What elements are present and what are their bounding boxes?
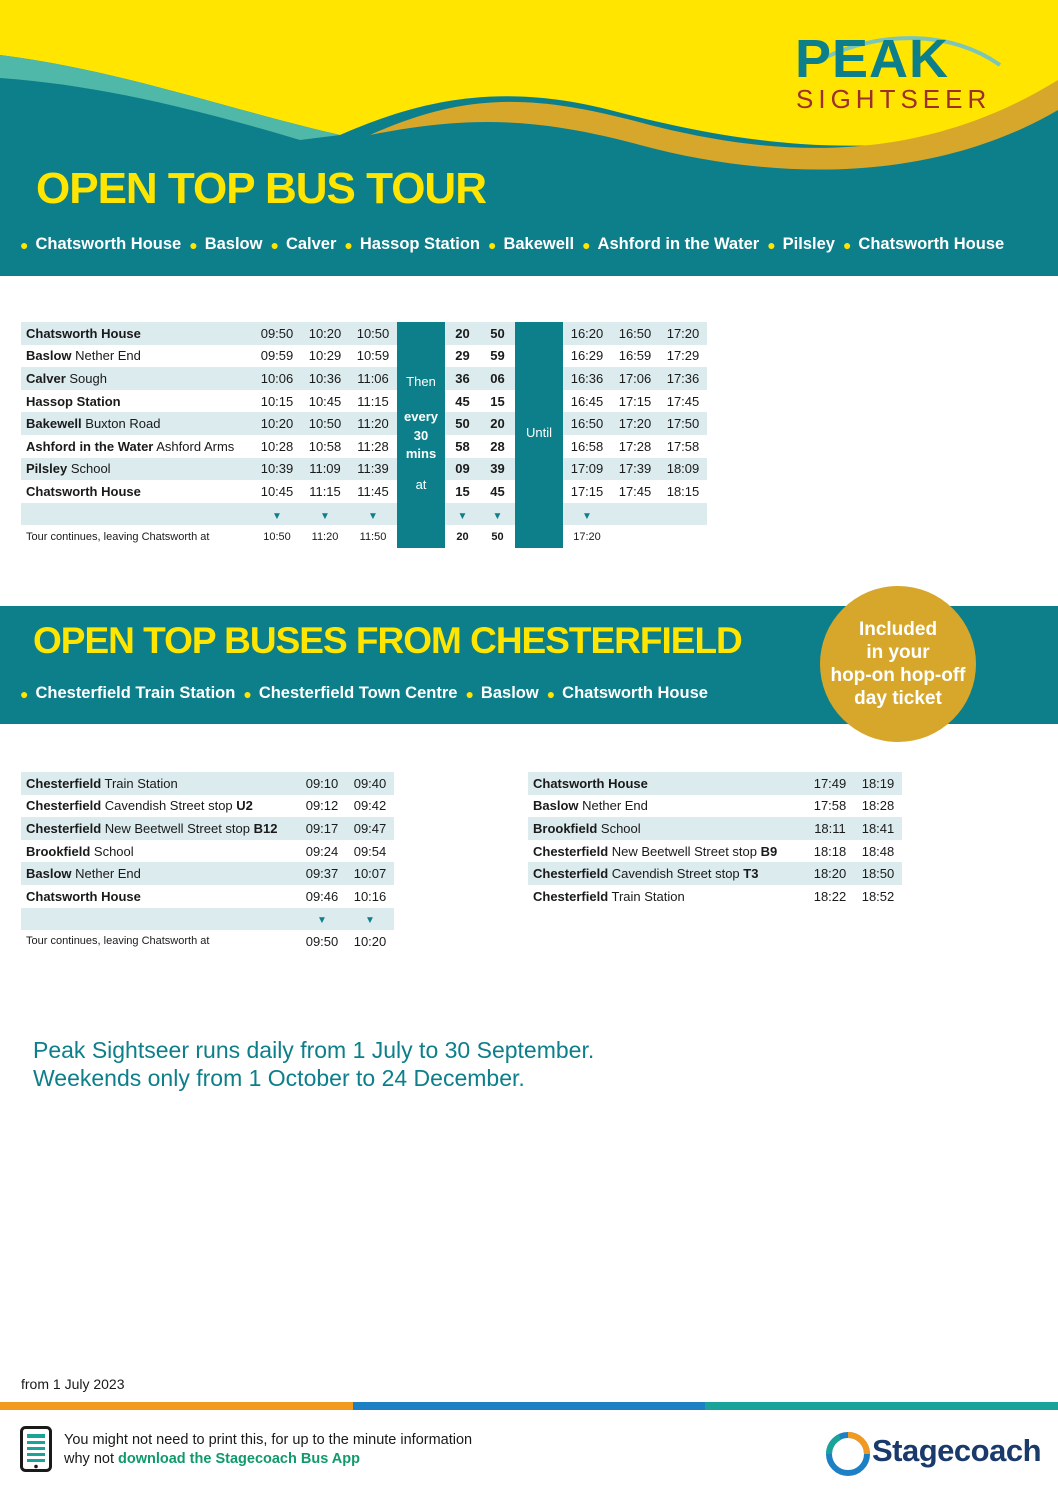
time-cell: 10:16 [353,888,387,904]
chesterfield-stop: Chesterfield Train Station [35,684,236,702]
time-cell: 18:19 [854,772,902,795]
arrow-cell [346,908,394,931]
stop-name-cell [21,480,253,503]
empty-cell [659,503,707,526]
empty-cell [611,525,659,548]
bullet-icon: ● [20,685,29,702]
chesterfield-stop: Chesterfield Town Centre [258,684,458,702]
frequency-bar [397,345,445,368]
bullet-icon: ● [189,236,198,253]
time-cell: 58 [455,438,470,454]
time-cell: 11:45 [357,483,389,499]
time-cell: 10:29 [308,348,342,364]
time-cell: 18:20 [806,862,854,885]
tour-stop: Hassop Station [359,235,480,253]
time-cell: 16:50 [563,412,611,435]
stop-detail: School [90,843,134,859]
chesterfield-stop: Baslow [480,684,539,702]
time-cell: 45 [490,483,505,499]
time-cell: 20 [445,322,480,345]
time-cell: 11:06 [349,367,397,390]
chesterfield-title: OPEN TOP BUSES FROM CHESTERFIELD [33,620,742,661]
stop-town: Chatsworth House [26,325,141,341]
time-cell: 17:39 [611,458,659,481]
stop-town: Chesterfield [533,888,609,904]
time-cell: 18:52 [861,888,895,904]
down-arrow-icon: ▼ [320,510,330,522]
stop-town: Baslow [26,866,72,882]
arrow-cell [301,503,349,526]
chesterfield-stops-list [20,684,716,703]
time-cell: 50 [445,412,480,435]
time-cell: 09:12 [305,798,339,814]
stop-name-cell [21,817,298,840]
stop-name-cell [21,412,253,435]
stop-name-cell [21,367,253,390]
stop-town: Chesterfield [26,820,102,836]
down-arrow-icon: ▼ [582,510,592,522]
tour-stops-list [20,235,1012,254]
outbound-timetable [21,772,394,953]
time-cell: 17:20 [573,530,601,543]
tour-stop: Ashford in the Water [597,235,760,253]
time-cell: 45 [455,393,470,409]
stop-detail: School [597,820,641,836]
time-cell: 50 [480,322,515,345]
time-cell: 17:15 [570,483,604,499]
stop-detail: School [67,461,111,477]
table-row [528,795,902,818]
stagecoach-logo-icon [826,1432,870,1476]
time-cell: 11:15 [357,393,389,409]
app-promo-line [64,1450,472,1469]
bullet-icon: ● [465,685,474,702]
time-cell: 17:45 [618,483,652,499]
time-cell: 29 [455,348,470,364]
stop-code: U2 [236,798,253,814]
stop-name-cell [21,862,298,885]
frequency-bar [515,345,563,368]
stop-detail: Nether End [578,798,648,814]
time-cell: 18:48 [861,843,895,859]
footer-stripe [705,1402,1058,1410]
time-cell: 06 [480,367,515,390]
time-cell: 09:10 [298,772,346,795]
stop-detail: Nether End [71,348,141,364]
time-cell: 18:50 [854,862,902,885]
time-cell: 59 [490,348,505,364]
app-promo [64,1431,472,1469]
stop-town: Brookfield [26,843,91,859]
time-cell: 18:18 [813,843,847,859]
time-cell: 09:50 [305,933,339,949]
mins-text: mins [405,446,437,461]
table-row [21,435,707,458]
table-row [21,862,394,885]
time-cell: 17:20 [611,412,659,435]
time-cell: 09:47 [346,817,394,840]
app-promo-plain: why not [64,1451,118,1467]
time-cell: 09:46 [305,888,339,904]
arrow-row [21,908,394,931]
time-cell: 09:37 [298,862,346,885]
table-row [21,390,707,413]
until-text: Until [525,425,552,440]
season-note-line: Weekends only from 1 October to 24 December. [33,1065,525,1091]
time-cell: 10:39 [253,458,301,481]
stop-town: Hassop Station [26,393,121,409]
time-cell: 11:15 [309,483,341,499]
stop-detail: New Beetwell Street stop [608,843,761,859]
time-cell: 10:45 [260,483,294,499]
stop-town: Baslow [26,348,72,364]
table-row [21,322,707,345]
bullet-icon: ● [270,236,279,253]
stop-detail: New Beetwell Street stop [101,820,254,836]
time-cell: 18:28 [861,798,895,814]
frequency-bar [515,390,563,413]
time-cell: 11:20 [349,412,397,435]
bullet-icon: ● [842,236,852,253]
stop-detail: Sough [65,370,107,386]
bullet-icon: ● [767,236,776,253]
stop-name-cell [528,795,806,818]
time-cell: 15 [490,393,505,409]
stop-name-cell [528,772,806,795]
tour-title: OPEN TOP BUS TOUR [36,164,486,213]
time-cell: 16:58 [570,438,604,454]
arrow-cell [563,503,611,526]
stop-code: B9 [760,843,778,859]
time-cell: 11:39 [349,458,397,481]
bullet-icon: ● [20,236,29,253]
table-row [528,772,902,795]
table-row [528,862,902,885]
time-cell: 17:45 [666,393,700,409]
badge-line: hop-on hop-off [830,665,966,686]
stop-code: B12 [253,820,278,836]
download-app-link[interactable]: download the Stagecoach Bus App [118,1451,360,1467]
season-note [33,1036,594,1092]
time-cell: 16:20 [563,322,611,345]
table-row [528,840,902,863]
tour-stop: Pilsley [782,235,835,253]
time-cell: 10:06 [253,367,301,390]
tour-stop: Calver [285,235,337,253]
time-cell: 09:59 [260,348,294,364]
down-arrow-icon: ▼ [272,510,282,522]
down-arrow-icon: ▼ [457,510,468,522]
time-cell: 20 [456,530,469,543]
time-cell: 18:11 [806,817,854,840]
down-arrow-icon: ▼ [317,915,327,927]
time-cell: 17:36 [659,367,707,390]
arrow-cell [298,908,346,931]
time-cell: 17:28 [618,438,652,454]
stop-name-cell [528,817,806,840]
empty-cell [659,525,707,548]
stop-name-cell [21,795,298,818]
then-text: Then [406,374,436,389]
time-cell: 18:09 [659,458,707,481]
table-row [21,772,394,795]
time-cell: 39 [480,458,515,481]
stop-name-cell [21,840,298,863]
down-arrow-icon: ▼ [368,510,378,522]
stop-town: Chesterfield [533,843,609,859]
continue-label: Tour continues, leaving Chatsworth at [26,935,210,948]
time-cell: 20 [480,412,515,435]
table-row [21,412,707,435]
table-row [21,885,394,908]
stop-town: Chatsworth House [533,775,648,791]
table-row [21,345,707,368]
frequency-bar [515,503,563,526]
stop-town: Brookfield [533,820,598,836]
time-cell: 17:50 [659,412,707,435]
stop-detail: Ashford Arms [153,438,235,454]
stop-town: Chesterfield [533,866,609,882]
time-cell: 17:09 [563,458,611,481]
arrow-cell [480,503,515,526]
time-cell: 11:20 [311,530,339,543]
peak-logo-text: PEAK [795,29,950,89]
time-cell: 09:40 [346,772,394,795]
phone-icon [20,1426,52,1472]
time-cell: 10:07 [346,862,394,885]
time-cell: 10:59 [356,348,390,364]
time-cell: 09:54 [353,843,387,859]
day-ticket-badge [820,586,976,742]
time-cell: 18:41 [854,817,902,840]
time-cell: 10:20 [353,933,387,949]
time-cell: 09:50 [253,322,301,345]
badge-line: day ticket [854,688,942,709]
stop-town: Ashford in the Water [26,438,154,454]
chesterfield-stop: Chatsworth House [562,684,708,702]
time-cell: 16:36 [563,367,611,390]
stop-name-cell [528,862,806,885]
table-row [528,817,902,840]
table-row [21,840,394,863]
stop-town: Chesterfield [26,798,102,814]
stop-name-cell [21,345,253,368]
stop-name-cell [21,390,253,413]
frequency-bar [515,480,563,503]
stagecoach-wordmark: Stagecoach [872,1433,1042,1468]
stop-detail: Nether End [71,866,141,882]
time-cell: 16:50 [611,322,659,345]
footer-stripe [0,1402,353,1410]
bullet-icon: ● [487,236,497,253]
tour-stop: Baslow [204,235,263,253]
stop-name-cell [528,885,806,908]
table-row [528,885,902,908]
bullet-icon: ● [546,685,556,702]
every-text: every [404,409,438,424]
stop-code: T3 [743,866,759,882]
frequency-bar [515,458,563,481]
season-note-line: Peak Sightseer runs daily from 1 July to 30 September. [33,1037,595,1063]
footer-stripe [353,1402,705,1410]
time-cell: 10:15 [260,393,294,409]
time-cell: 17:06 [611,367,659,390]
table-row [21,480,707,503]
continue-label: Tour continues, leaving Chatsworth at [26,530,210,543]
empty-cell [21,908,298,931]
time-cell: 10:28 [260,438,294,454]
time-cell: 28 [490,438,505,454]
at-text: at [415,477,427,492]
tour-stop: Chatsworth House [35,235,182,253]
thirty-text: 30 [413,428,429,443]
down-arrow-icon: ▼ [365,915,375,927]
frequency-bar [515,367,563,390]
time-cell: 10:36 [301,367,349,390]
time-cell: 36 [445,367,480,390]
frequency-bar [397,503,445,526]
frequency-bar [397,322,445,345]
time-cell: 10:20 [301,322,349,345]
down-arrow-icon: ▼ [492,510,503,522]
time-cell: 16:45 [570,393,604,409]
table-row [21,795,394,818]
stop-detail: Cavendish Street stop [101,798,237,814]
time-cell: 10:50 [349,322,397,345]
tour-stop: Chatsworth House [858,235,1005,253]
time-cell: 11:50 [359,530,387,543]
time-cell: 09 [445,458,480,481]
time-cell: 11:28 [357,438,389,454]
stop-name-cell [21,322,253,345]
time-cell: 09:17 [298,817,346,840]
arrow-cell [349,503,397,526]
time-cell: 17:20 [659,322,707,345]
stop-town: Chatsworth House [26,483,141,499]
bullet-icon: ● [344,236,353,253]
time-cell: 17:58 [813,798,847,814]
time-cell: 17:29 [666,348,700,364]
stop-name-cell [21,772,298,795]
table-row [21,817,394,840]
tour-timetable [21,322,707,548]
empty-cell [21,503,253,526]
time-cell: 10:50 [301,412,349,435]
badge-line: Included [858,619,938,640]
time-cell: 17:58 [666,438,700,454]
continue-row [21,525,707,548]
stop-town: Baslow [533,798,579,814]
stop-detail: Cavendish Street stop [608,866,744,882]
stop-detail: Train Station [101,775,178,791]
stop-name-cell [21,435,253,458]
tour-stop: Bakewell [503,235,575,253]
stop-town: Chatsworth House [26,888,141,904]
inbound-timetable [528,772,902,908]
stop-detail: Train Station [608,888,685,904]
time-cell: 09:42 [353,798,387,814]
time-cell: 17:15 [618,393,652,409]
time-cell: 18:15 [666,483,700,499]
continue-row [21,930,394,953]
stop-town: Bakewell [26,416,82,432]
sightseer-logo-text: SIGHTSEER [796,84,992,114]
time-cell: 10:45 [308,393,342,409]
bullet-icon: ● [582,236,591,253]
stop-detail: Buxton Road [81,416,161,432]
time-cell: 16:29 [570,348,604,364]
time-cell: 18:22 [813,888,847,904]
time-cell: 11:09 [301,458,349,481]
time-cell: 10:58 [308,438,342,454]
time-cell: 10:50 [263,530,291,543]
stop-name-cell [21,458,253,481]
table-row [21,367,707,390]
table-row [21,458,707,481]
time-cell: 10:20 [253,412,301,435]
stop-town: Pilsley [26,461,68,477]
stop-name-cell [21,885,298,908]
badge-line: in your [866,642,930,663]
time-cell: 17:49 [806,772,854,795]
empty-cell [611,503,659,526]
frequency-bar [515,525,563,548]
arrow-cell [253,503,301,526]
stop-town: Calver [26,370,66,386]
arrow-cell [445,503,480,526]
time-cell: 15 [455,483,470,499]
time-cell: 50 [491,530,504,543]
time-cell: 16:59 [618,348,652,364]
stop-name-cell [528,840,806,863]
frequency-bar [397,525,445,548]
time-cell: 09:24 [305,843,339,859]
app-promo-line: You might not need to print this, for up to the minute information [64,1432,473,1448]
frequency-bar [515,322,563,345]
valid-from-date: from 1 July 2023 [21,1376,125,1392]
arrow-row [21,503,707,526]
stop-town: Chesterfield [26,775,102,791]
bullet-icon: ● [243,685,252,702]
